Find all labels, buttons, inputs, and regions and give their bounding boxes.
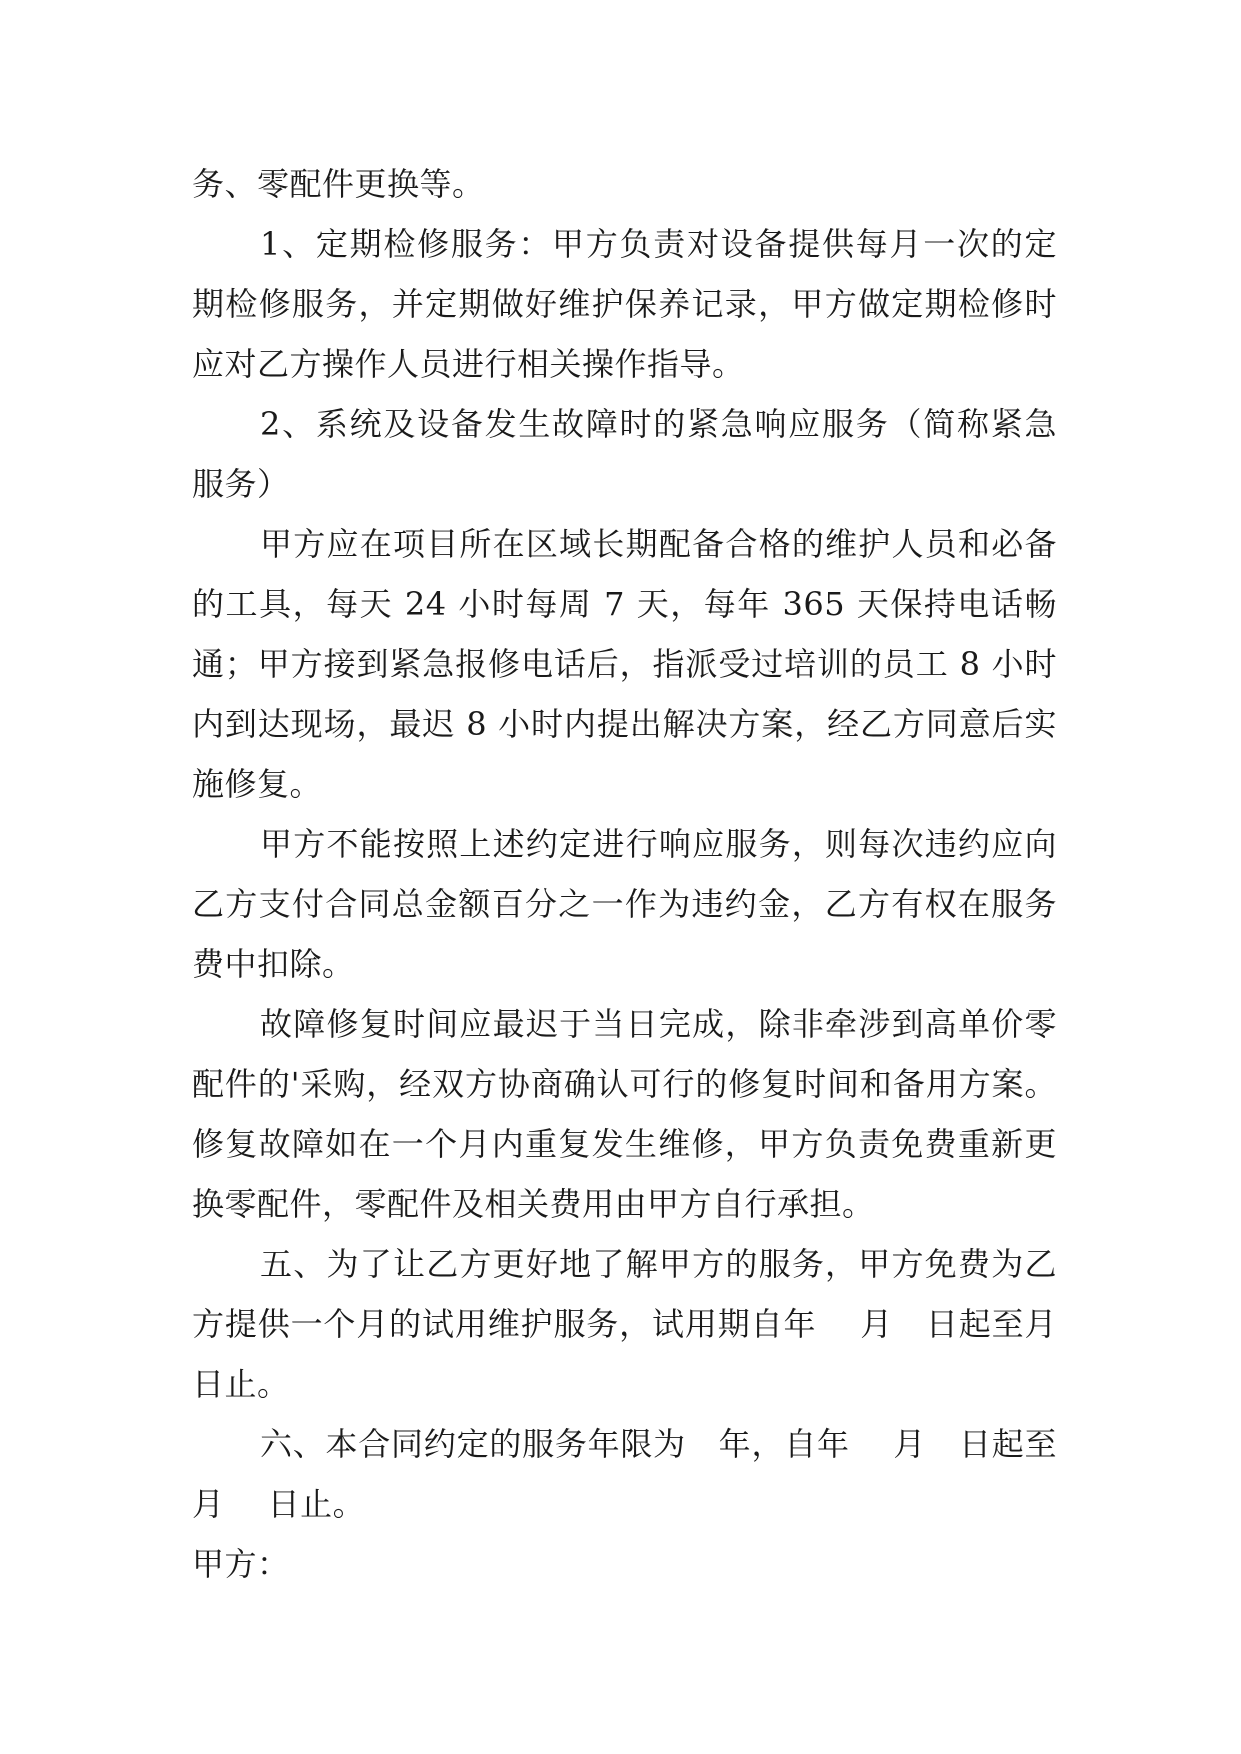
paragraph-emergency-service-terms: 甲方应在项目所在区域长期配备合格的维护人员和必备的工具，每天 24 小时每周 7 天，每年 365 天保持电话畅通；甲方接到紧急报修电话后，指派受过培训的员工 8 小时内到达现场，最迟 8 小时内提出解决方案，经乙方同意后实施修复。 bbox=[192, 525, 1057, 803]
paragraph-repair-time: 故障修复时间应最迟于当日完成，除非牵涉到高单价零配件的'采购，经双方协商确认可行的修复时间和备用方案。修复故障如在一个月内重复发生维修，甲方负责免费重新更换零配件，零配件及相关费用由甲方自行承担。 bbox=[192, 1005, 1057, 1223]
paragraph-trial-period: 五、为了让乙方更好地了解甲方的服务，甲方免费为乙方提供一个月的试用维护服务，试用期自年 月 日起至月 日止。 bbox=[192, 1245, 1101, 1403]
party-a-signature-label: 甲方： bbox=[192, 1545, 290, 1583]
paragraph-breach-penalty: 甲方不能按照上述约定进行响应服务，则每次违约应向乙方支付合同总金额百分之一作为违约金，乙方有权在服务费中扣除。 bbox=[192, 825, 1057, 983]
paragraph-emergency-service-heading: 2、系统及设备发生故障时的紧急响应服务（简称紧急服务） bbox=[192, 405, 1057, 503]
document-page bbox=[192, 154, 1101, 1594]
paragraph-periodic-maintenance: 1、定期检修服务：甲方负责对设备提供每月一次的定期检修服务，并定期做好维护保养记录，甲方做定期检修时应对乙方操作人员进行相关操作指导。 bbox=[192, 225, 1057, 383]
paragraph-service-term: 六、本合同约定的服务年限为 年，自年 月 日起至月 日止。 bbox=[192, 1425, 1057, 1523]
paragraph-continuation: 务、零配件更换等。 bbox=[192, 165, 485, 203]
